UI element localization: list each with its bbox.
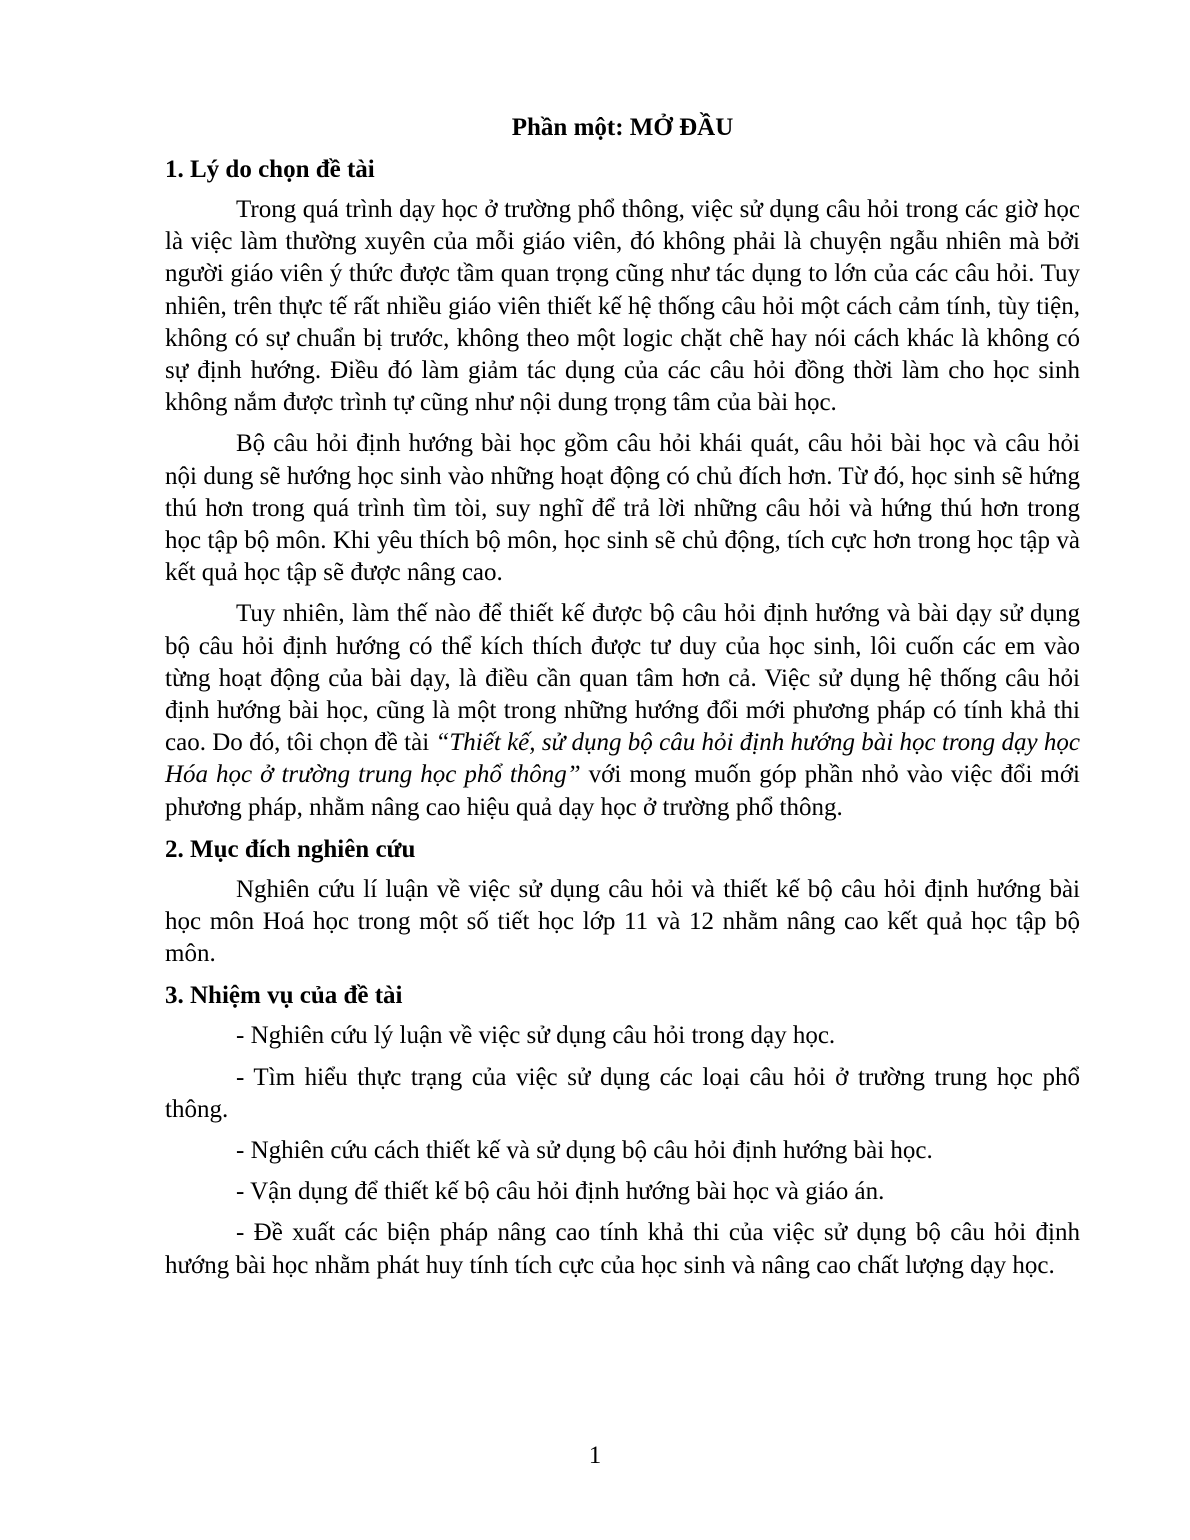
section-heading-tasks: 3. Nhiệm vụ của đề tài (165, 982, 403, 1010)
page-number: 1 (588, 1442, 602, 1469)
paragraph (165, 598, 1080, 823)
list-item: - Nghiên cứu lý luận về việc sử dụng câu hỏi trong dạy học. (236, 1022, 836, 1050)
list-item: - Đề xuất các biện pháp nâng cao tính khả thi của việc sử dụng bộ câu hỏi định hướng bài học nhằm phát huy tính tích cực của học sinh và nâng cao chất lượng dạy học. (165, 1219, 1080, 1279)
paragraph: Bộ câu hỏi định hướng bài học gồm câu hỏi khái quát, câu hỏi bài học và câu hỏi nội dung sẽ hướng học sinh vào những hoạt động có chủ đích hơn. Từ đó, học sinh sẽ hứng thú hơn trong quá trình tìm tòi, suy nghĩ để trả lời những câu hỏi và hứng thú hơn trong học tập bộ môn. Khi yêu thích bộ môn, học sinh sẽ chủ động, tích cực hơn trong học tập và kết quả học tập sẽ được nâng cao. (165, 430, 1080, 587)
section-heading-purpose: 2. Mục đích nghiên cứu (165, 835, 416, 863)
page-title: Phần một: MỞ ĐẦU (511, 114, 734, 141)
list-item: - Vận dụng để thiết kế bộ câu hỏi định hướng bài học và giáo án. (236, 1178, 885, 1206)
paragraph: Nghiên cứu lí luận về việc sử dụng câu hỏi và thiết kế bộ câu hỏi định hướng bài học môn Hoá học trong một số tiết học lớp 11 và 12 nhằm nâng cao kết quả học tập bộ môn. (165, 875, 1080, 968)
paragraph: Trong quá trình dạy học ở trường phổ thông, việc sử dụng câu hỏi trong các giờ học là việc làm thường xuyên của mỗi giáo viên, đó không phải là chuyện ngẫu nhiên mà bởi người giáo viên ý thức được tầm quan trọng cũng như tác dụng to lớn của các câu hỏi. Tuy nhiên, trên thực tế rất nhiều giáo viên thiết kế hệ thống câu hỏi một cách cảm tính, tùy tiện, không có sự chuẩn bị trước, không theo một logic chặt chẽ hay nói cách khác là không có sự định hướng. Điều đó làm giảm tác dụng của các câu hỏi đồng thời làm cho học sinh không nắm được trình tự cũng như nội dung trọng tâm của bài học. (165, 196, 1080, 417)
paragraph-text: Tuy nhiên, làm thế nào để thiết kế được bộ câu hỏi định hướng và bài dạy sử dụng bộ câu hỏi định hướng có thể kích thích được tư duy của học sinh, lôi cuốn các em vào từng hoạt động của bài dạy, là điều cần quan tâm hơn cả. Việc sử dụng hệ thống câu hỏi định hướng bài học, cũng là một trong những hướng đổi mới phương pháp có tính khả thi cao. Do đó, tôi chọn đề tài (165, 600, 1080, 757)
document-page (165, 110, 1080, 1291)
list-item: - Nghiên cứu cách thiết kế và sử dụng bộ câu hỏi định hướng bài học. (236, 1137, 933, 1165)
section-heading-reason: 1. Lý do chọn đề tài (165, 156, 375, 183)
paragraph-text: với mong muốn góp phần nhỏ vào việc đổi mới phương pháp, nhằm nâng cao hiệu quả dạy học ở trường phổ thông. (165, 761, 1081, 821)
topic-title-italic: “Thiết kế, sử dụng bộ câu hỏi định hướng bài học trong dạy học Hóa học ở trường trung học phổ thông” (165, 729, 1080, 789)
list-item: - Tìm hiểu thực trạng của việc sử dụng các loại câu hỏi ở trường trung học phổ thông. (165, 1063, 1080, 1123)
